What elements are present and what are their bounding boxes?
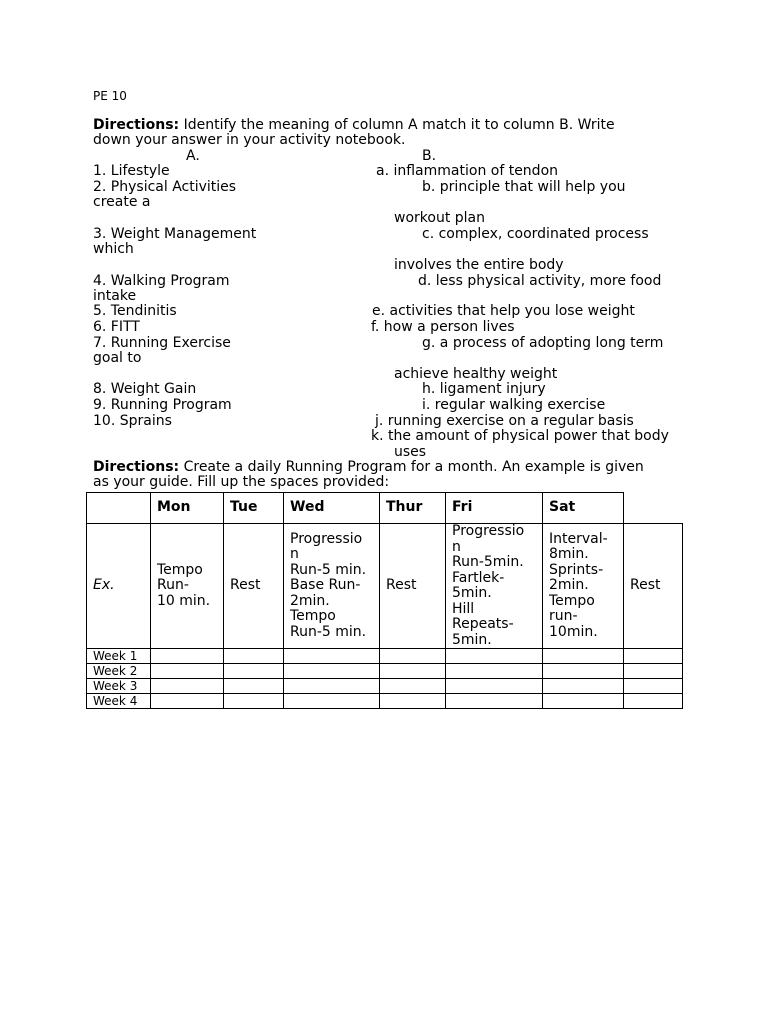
header-sun-blank: [624, 493, 683, 524]
blank-cell[interactable]: [224, 679, 284, 694]
column-b-item: c. complex, coordinated process: [422, 226, 649, 242]
cell-line: 2min.: [290, 592, 330, 609]
header-wed: Wed: [284, 493, 380, 524]
blank-cell[interactable]: [151, 694, 224, 709]
blank-cell[interactable]: [543, 664, 624, 679]
column-a-item: 7. Running Exercise: [93, 335, 231, 351]
week-label: Week 2: [87, 664, 151, 679]
blank-cell[interactable]: [151, 679, 224, 694]
example-fri: [446, 524, 543, 649]
blank-cell[interactable]: [380, 664, 446, 679]
column-b-item: d. less physical activity, more food: [418, 273, 662, 289]
header-mon: Mon: [151, 493, 224, 524]
column-a-item: 10. Sprains: [93, 413, 172, 429]
cell-line: Sprints-: [549, 561, 604, 578]
column-b-item: b. principle that will help you: [422, 179, 626, 195]
column-b-item: j. running exercise on a regular basis: [375, 413, 634, 429]
header-tue: Tue: [224, 493, 284, 524]
example-tue: [224, 524, 284, 649]
header-blank-cell: [87, 493, 151, 524]
cell-line: Rest: [630, 577, 661, 594]
header-sat: Sat: [543, 493, 624, 524]
column-b-item: a. inflammation of tendon: [376, 163, 559, 179]
blank-cell[interactable]: [380, 679, 446, 694]
column-b-heading: B.: [422, 148, 437, 164]
example-mon: [151, 524, 224, 649]
directions-2-line2: as your guide. Fill up the spaces provided:: [93, 474, 390, 490]
column-a-item: 2. Physical Activities: [93, 179, 237, 195]
header-fri: Fri: [446, 493, 543, 524]
directions-text: Create a daily Running Program for a month. An example is given: [179, 459, 644, 475]
column-a-item: which: [93, 241, 134, 257]
cell-line: Progressio: [452, 523, 525, 539]
directions-text: Identify the meaning of column A match it to column B. Write: [179, 117, 615, 133]
blank-cell[interactable]: [543, 694, 624, 709]
blank-cell[interactable]: [224, 694, 284, 709]
cell-line: 5min.: [452, 631, 492, 648]
cell-line: Fartlek-: [452, 569, 505, 586]
blank-cell[interactable]: [446, 679, 543, 694]
blank-cell[interactable]: [624, 649, 683, 664]
blank-cell[interactable]: [224, 649, 284, 664]
cell-line: Rest: [386, 577, 417, 594]
example-wed: [284, 524, 380, 649]
directions-label: Directions:: [93, 117, 180, 133]
blank-cell[interactable]: [446, 694, 543, 709]
example-row: [87, 524, 683, 649]
column-b-item: f. how a person lives: [371, 319, 515, 335]
cell-line: Rest: [230, 577, 261, 594]
example-sun: [624, 524, 683, 649]
week-label: Week 4: [87, 694, 151, 709]
column-b-item: workout plan: [394, 210, 485, 226]
directions-label: Directions:: [93, 459, 180, 475]
cell-line: Hill: [452, 600, 475, 617]
cell-line: Run-: [157, 577, 189, 594]
column-a-item: goal to: [93, 350, 142, 366]
table-header-row: [87, 493, 683, 524]
blank-cell[interactable]: [284, 679, 380, 694]
blank-cell[interactable]: [624, 694, 683, 709]
directions-1-line2: down your answer in your activity notebook.: [93, 132, 406, 148]
cell-line: Tempo: [157, 561, 203, 578]
cell-line: Progressio: [290, 530, 363, 547]
cell-line: 5min.: [452, 585, 492, 601]
table-row: [87, 679, 683, 694]
cell-line: Run-5 min.: [290, 561, 367, 578]
blank-cell[interactable]: [284, 694, 380, 709]
cell-line: Run-5min.: [452, 554, 524, 570]
blank-cell[interactable]: [543, 649, 624, 664]
header-thur: Thur: [380, 493, 446, 524]
column-b-item: g. a process of adopting long term: [422, 335, 664, 351]
cell-line: Repeats-: [452, 616, 514, 632]
table-row: [87, 649, 683, 664]
column-a-item: 3. Weight Management: [93, 226, 257, 242]
cell-line: Interval-: [549, 530, 608, 547]
blank-cell[interactable]: [380, 694, 446, 709]
blank-cell[interactable]: [543, 679, 624, 694]
example-label: Ex.: [87, 524, 151, 649]
column-a-item: 1. Lifestyle: [93, 163, 170, 179]
cell-line: Base Run-: [290, 577, 361, 594]
cell-line: 8min.: [549, 546, 589, 563]
blank-cell[interactable]: [284, 649, 380, 664]
column-a-item: 5. Tendinitis: [93, 303, 177, 319]
column-b-item: k. the amount of physical power that body: [371, 428, 669, 444]
blank-cell[interactable]: [380, 649, 446, 664]
week-label: Week 3: [87, 679, 151, 694]
column-a-item: 4. Walking Program: [93, 273, 230, 289]
cell-line: 10min.: [549, 623, 598, 640]
blank-cell[interactable]: [624, 679, 683, 694]
cell-line: Tempo: [549, 592, 595, 609]
cell-line: n: [452, 538, 461, 555]
blank-cell[interactable]: [284, 664, 380, 679]
document-header: PE 10: [93, 89, 127, 103]
column-b-item: e. activities that help you lose weight: [372, 303, 635, 319]
running-program-table: [86, 492, 683, 709]
blank-cell[interactable]: [624, 664, 683, 679]
cell-line: 2min.: [549, 577, 589, 594]
blank-cell[interactable]: [151, 649, 224, 664]
column-a-item: 6. FITT: [93, 319, 140, 335]
column-a-item: create a: [93, 194, 151, 210]
example-thur: [380, 524, 446, 649]
blank-cell[interactable]: [224, 664, 284, 679]
cell-line: n: [290, 546, 299, 563]
cell-line: Run-5 min.: [290, 623, 367, 640]
column-b-item: involves the entire body: [394, 257, 564, 273]
column-a-item: 8. Weight Gain: [93, 381, 197, 397]
cell-line: run-: [549, 608, 578, 625]
week-label: Week 1: [87, 649, 151, 664]
table-row: [87, 694, 683, 709]
blank-cell[interactable]: [446, 649, 543, 664]
cell-line: Tempo: [290, 608, 336, 625]
blank-cell[interactable]: [446, 664, 543, 679]
table-row: [87, 664, 683, 679]
example-sat: [543, 524, 624, 649]
blank-cell[interactable]: [151, 664, 224, 679]
cell-line: 10 min.: [157, 592, 211, 609]
column-a-item: intake: [93, 288, 137, 304]
column-b-item: i. regular walking exercise: [422, 397, 606, 413]
column-b-item: achieve healthy weight: [394, 366, 558, 382]
column-a-heading: A.: [186, 148, 200, 164]
column-a-item: 9. Running Program: [93, 397, 232, 413]
column-b-item: uses: [394, 444, 427, 460]
column-b-item: h. ligament injury: [422, 381, 546, 397]
